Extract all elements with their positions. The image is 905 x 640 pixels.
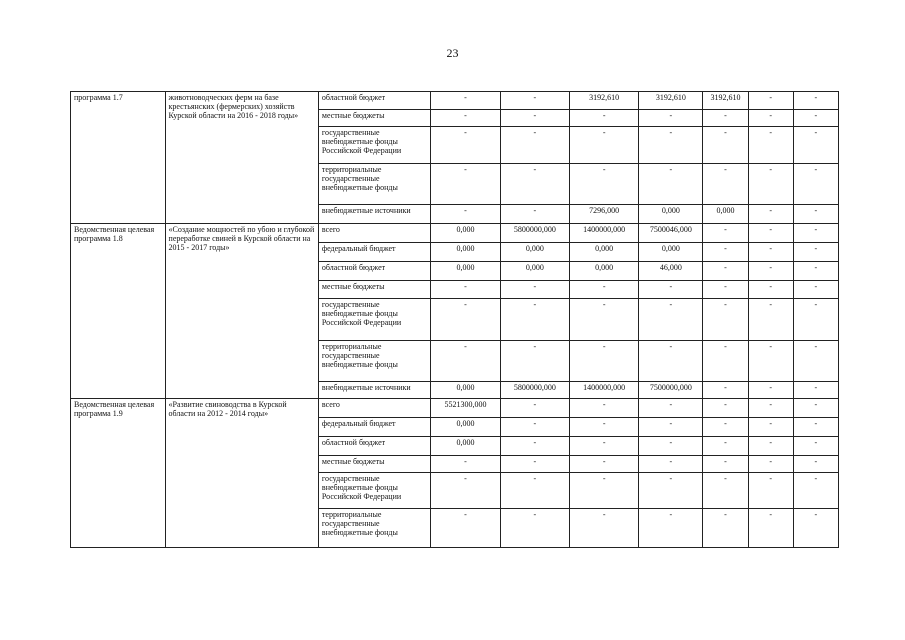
amount-cell: - (500, 341, 569, 382)
amount-cell: - (703, 473, 748, 509)
amount-cell: - (500, 281, 569, 299)
amount-cell: - (703, 418, 748, 437)
amount-cell: 0,000 (431, 437, 500, 456)
amount-cell: - (500, 299, 569, 341)
amount-cell: - (703, 382, 748, 399)
amount-cell: 0,000 (569, 243, 638, 262)
amount-cell: - (703, 127, 748, 164)
page-number: 23 (446, 46, 459, 60)
amount-cell: 0,000 (431, 418, 500, 437)
table-row (71, 399, 839, 418)
amount-cell: - (748, 418, 793, 437)
amount-cell: 5521300,000 (431, 399, 500, 418)
amount-cell: - (793, 224, 838, 243)
amount-cell: - (703, 164, 748, 205)
amount-cell: - (431, 205, 500, 224)
amount-cell: - (748, 110, 793, 127)
program-title-cell: «Развитие свиноводства в Курской области на 2012 - 2014 годы» (165, 399, 318, 548)
amount-cell: - (748, 224, 793, 243)
amount-cell: - (793, 399, 838, 418)
amount-cell: 0,000 (639, 243, 703, 262)
amount-cell: - (500, 205, 569, 224)
amount-cell: - (569, 456, 638, 473)
amount-cell: 0,000 (431, 224, 500, 243)
amount-cell: - (748, 281, 793, 299)
amount-cell: - (793, 437, 838, 456)
amount-cell: - (431, 92, 500, 110)
amount-cell: - (569, 509, 638, 548)
amount-cell: - (703, 110, 748, 127)
amount-cell: 3192,610 (639, 92, 703, 110)
table-row (71, 92, 839, 110)
amount-cell: - (431, 509, 500, 548)
amount-cell: - (569, 399, 638, 418)
funding-source-cell: внебюджетные источники (318, 205, 430, 224)
amount-cell: - (569, 110, 638, 127)
amount-cell: - (793, 299, 838, 341)
amount-cell: - (748, 399, 793, 418)
amount-cell: - (431, 110, 500, 127)
funding-source-cell: местные бюджеты (318, 110, 430, 127)
amount-cell: - (569, 164, 638, 205)
amount-cell: 46,000 (639, 262, 703, 281)
amount-cell: 3192,610 (703, 92, 748, 110)
amount-cell: - (748, 382, 793, 399)
amount-cell: 7296,000 (569, 205, 638, 224)
amount-cell: - (639, 164, 703, 205)
budget-table (70, 91, 839, 548)
amount-cell: - (569, 281, 638, 299)
amount-cell: - (793, 92, 838, 110)
amount-cell: - (793, 418, 838, 437)
amount-cell: - (703, 224, 748, 243)
amount-cell: - (500, 399, 569, 418)
amount-cell: - (703, 456, 748, 473)
funding-source-cell: внебюджетные источники (318, 382, 430, 399)
amount-cell: - (703, 262, 748, 281)
funding-source-cell: территориальные государственные внебюджетные фонды (318, 509, 430, 548)
amount-cell: - (569, 418, 638, 437)
amount-cell: - (569, 299, 638, 341)
funding-source-cell: федеральный бюджет (318, 243, 430, 262)
amount-cell: - (793, 509, 838, 548)
amount-cell: - (431, 281, 500, 299)
funding-source-cell: областной бюджет (318, 92, 430, 110)
amount-cell: - (748, 164, 793, 205)
amount-cell: - (639, 281, 703, 299)
amount-cell: - (793, 473, 838, 509)
amount-cell: - (793, 456, 838, 473)
budget-table-body (71, 92, 839, 548)
amount-cell: - (500, 127, 569, 164)
amount-cell: - (793, 243, 838, 262)
amount-cell: 0,000 (431, 382, 500, 399)
amount-cell: - (793, 262, 838, 281)
amount-cell: - (703, 509, 748, 548)
amount-cell: - (748, 473, 793, 509)
amount-cell: - (431, 341, 500, 382)
amount-cell: - (639, 456, 703, 473)
amount-cell: - (431, 473, 500, 509)
amount-cell: - (569, 341, 638, 382)
program-title-cell: «Создание мощностей по убою и глубокой переработке свиней в Курской области на 2015 - 2017 годы» (165, 224, 318, 399)
amount-cell: - (639, 299, 703, 341)
program-code-cell: программа 1.7 (71, 92, 166, 224)
program-code-cell: Ведомственная целевая программа 1.9 (71, 399, 166, 548)
program-code-cell: Ведомственная целевая программа 1.8 (71, 224, 166, 399)
amount-cell: 7500046,000 (639, 224, 703, 243)
amount-cell: - (639, 341, 703, 382)
funding-source-cell: всего (318, 399, 430, 418)
amount-cell: - (500, 437, 569, 456)
funding-source-cell: государственные внебюджетные фонды Российской Федерации (318, 299, 430, 341)
amount-cell: - (703, 399, 748, 418)
amount-cell: 5800000,000 (500, 224, 569, 243)
amount-cell: - (703, 243, 748, 262)
amount-cell: - (748, 127, 793, 164)
amount-cell: - (793, 341, 838, 382)
amount-cell: - (431, 299, 500, 341)
amount-cell: 0,000 (639, 205, 703, 224)
amount-cell: - (639, 110, 703, 127)
amount-cell: - (748, 205, 793, 224)
amount-cell: - (639, 509, 703, 548)
amount-cell: - (500, 473, 569, 509)
amount-cell: - (748, 341, 793, 382)
amount-cell: - (569, 473, 638, 509)
amount-cell: - (569, 437, 638, 456)
funding-source-cell: территориальные государственные внебюджетные фонды (318, 164, 430, 205)
amount-cell: - (639, 418, 703, 437)
amount-cell: - (500, 92, 569, 110)
amount-cell: - (431, 127, 500, 164)
amount-cell: - (500, 110, 569, 127)
amount-cell: 3192,610 (569, 92, 638, 110)
amount-cell: - (431, 164, 500, 205)
funding-source-cell: местные бюджеты (318, 456, 430, 473)
amount-cell: - (748, 456, 793, 473)
amount-cell: - (703, 281, 748, 299)
amount-cell: - (793, 110, 838, 127)
amount-cell: - (748, 92, 793, 110)
funding-source-cell: областной бюджет (318, 437, 430, 456)
amount-cell: - (500, 456, 569, 473)
amount-cell: 0,000 (569, 262, 638, 281)
amount-cell: - (748, 262, 793, 281)
amount-cell: - (703, 299, 748, 341)
amount-cell: - (793, 281, 838, 299)
amount-cell: - (748, 437, 793, 456)
amount-cell: - (431, 456, 500, 473)
amount-cell: 0,000 (703, 205, 748, 224)
amount-cell: - (639, 399, 703, 418)
amount-cell: - (639, 127, 703, 164)
amount-cell: - (500, 418, 569, 437)
amount-cell: - (793, 164, 838, 205)
amount-cell: - (793, 127, 838, 164)
table-row (71, 224, 839, 243)
amount-cell: 5800000,000 (500, 382, 569, 399)
amount-cell: - (748, 299, 793, 341)
amount-cell: 0,000 (431, 262, 500, 281)
funding-source-cell: территориальные государственные внебюджетные фонды (318, 341, 430, 382)
program-title-cell: животноводческих ферм на базе крестьянских (фермерских) хозяйств Курской области на 2016 - 2018 годы» (165, 92, 318, 224)
amount-cell: 7500000,000 (639, 382, 703, 399)
amount-cell: - (793, 205, 838, 224)
amount-cell: 0,000 (500, 243, 569, 262)
amount-cell: 1400000,000 (569, 382, 638, 399)
amount-cell: - (748, 509, 793, 548)
amount-cell: - (569, 127, 638, 164)
amount-cell: 0,000 (500, 262, 569, 281)
amount-cell: 1400000,000 (569, 224, 638, 243)
amount-cell: 0,000 (431, 243, 500, 262)
funding-source-cell: областной бюджет (318, 262, 430, 281)
amount-cell: - (639, 437, 703, 456)
funding-source-cell: государственные внебюджетные фонды Российской Федерации (318, 473, 430, 509)
amount-cell: - (703, 341, 748, 382)
amount-cell: - (748, 243, 793, 262)
amount-cell: - (500, 509, 569, 548)
amount-cell: - (703, 437, 748, 456)
amount-cell: - (793, 382, 838, 399)
amount-cell: - (639, 473, 703, 509)
funding-source-cell: местные бюджеты (318, 281, 430, 299)
funding-source-cell: государственные внебюджетные фонды Российской Федерации (318, 127, 430, 164)
funding-source-cell: федеральный бюджет (318, 418, 430, 437)
amount-cell: - (500, 164, 569, 205)
funding-source-cell: всего (318, 224, 430, 243)
